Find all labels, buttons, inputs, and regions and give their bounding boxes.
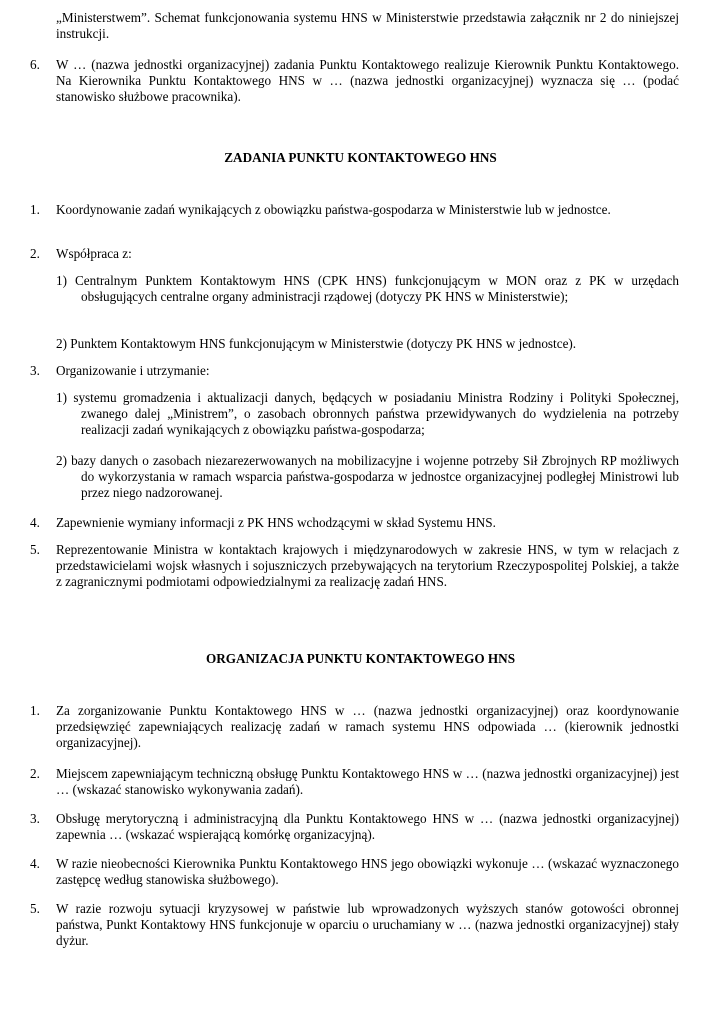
list-item	[30, 766, 679, 798]
list-item-number: 3.	[30, 811, 40, 826]
section-heading-organization: ORGANIZACJA PUNKTU KONTAKTOWEGO HNS	[205, 651, 516, 666]
list-item-number: 2.	[30, 246, 40, 261]
list-item-text: Zapewnienie wymiany informacji z PK HNS wchodzącymi w skład Systemu HNS.	[56, 515, 496, 530]
list-item-text: W razie rozwoju sytuacji kryzysowej w państwie lub wprowadzonych wyższych stanów gotowości obronnej państwa, Punkt Kontaktowy HNS funkcjonuje w oparciu o uruchamiany w … (nazwa jednostki organizacyjnej) stały dyżur.	[56, 901, 679, 948]
list-item	[30, 202, 679, 218]
sub-list-item: 2) bazy danych o zasobach niezarezerwowanych na mobilizacyjne i wojenne potrzeby Sił Zbrojnych RP możliwych do wykorzystania w ramach wsparcia państwa-gospodarza w jednostce organizacyjnej podległej Ministrowi lub przez niego nadzorowanej.	[56, 453, 679, 500]
sub-list-item: 2) Punktem Kontaktowym HNS funkcjonującym w Ministerstwie (dotyczy PK HNS w jednostce).	[56, 336, 577, 351]
list-item-number: 4.	[30, 856, 40, 871]
list-item-text: Reprezentowanie Ministra w kontaktach krajowych i międzynarodowych w zakresie HNS, w tym w relacjach z przedstawicielami wojsk własnych i sojuszniczych przebywających na terytorium Rzeczypospolitej Polskiej, a także z zagranicznymi podmiotami odpowiedzialnymi za realizację zadań HNS.	[56, 542, 679, 589]
list-item-text: Miejscem zapewniającym techniczną obsługę Punktu Kontaktowego HNS w … (nazwa jednostki organizacyjnej) jest … (wskazać stanowisko wykonywania zadań).	[56, 766, 679, 797]
section-heading-tasks: ZADANIA PUNKTU KONTAKTOWEGO HNS	[224, 150, 497, 165]
list-item-number: 1.	[30, 202, 40, 217]
list-item-text: W … (nazwa jednostki organizacyjnej) zadania Punktu Kontaktowego realizuje Kierownik Punktu Kontaktowego. Na Kierownika Punktu Kontaktowego HNS w … (nazwa jednostki organizacyjnej) wyznacza się … (podać stanowisko służbowe pracownika).	[56, 57, 679, 104]
sub-list-item: 1) Centralnym Punktem Kontaktowym HNS (CPK HNS) funkcjonującym w MON oraz z PK w urzędach obsługujących centralne organy administracji rządowej (dotyczy PK HNS w Ministerstwie);	[56, 273, 679, 304]
list-item	[30, 57, 679, 104]
list-item-text: W razie nieobecności Kierownika Punktu Kontaktowego HNS jego obowiązki wykonuje … (wskazać wyznaczonego zastępcę według stanowiska służbowego).	[56, 856, 679, 887]
list-item-text: Współpraca z:	[56, 246, 132, 261]
list-item-text: Organizowanie i utrzymanie:	[56, 363, 210, 378]
list-item-text: Za zorganizowanie Punktu Kontaktowego HNS w … (nazwa jednostki organizacyjnej) oraz koordynowanie przedsięwzięć zapewniających realizację zadań w ramach systemu HNS odpowiada … (kierownik jednostki organizacyjnej).	[56, 703, 679, 750]
list-item-text: Obsługę merytoryczną i administracyjną dla Punktu Kontaktowego HNS w … (nazwa jednostki organizacyjnej) zapewnia … (wskazać wspierającą komórkę organizacyjną).	[56, 811, 679, 842]
list-item	[30, 856, 679, 888]
list-item-text: Koordynowanie zadań wynikających z obowiązku państwa-gospodarza w Ministerstwie lub w jednostce.	[56, 202, 611, 217]
list-item-number: 2.	[30, 766, 40, 781]
list-item-number: 3.	[30, 363, 40, 378]
continuation-paragraph: „Ministerstwem”. Schemat funkcjonowania systemu HNS w Ministerstwie przedstawia załącznik nr 2 do niniejszej instrukcji.	[56, 10, 679, 41]
list-item	[30, 811, 679, 843]
list-item	[30, 542, 679, 589]
list-item-number: 5.	[30, 542, 40, 557]
list-item-number: 5.	[30, 901, 40, 916]
list-item-number: 4.	[30, 515, 40, 530]
list-item	[30, 246, 679, 262]
list-item	[30, 703, 679, 750]
list-item	[30, 515, 679, 531]
list-item-number: 6.	[30, 57, 40, 72]
list-item	[30, 901, 679, 948]
list-item-number: 1.	[30, 703, 40, 718]
list-item	[30, 363, 679, 379]
sub-list-item: 1) systemu gromadzenia i aktualizacji danych, będących w posiadaniu Ministra Rodziny i Polityki Społecznej, zwanego dalej „Ministrem”, o zasobach obronnych państwa przewidywanych do wydzielenia na potrzeby realizacji zadań wynikających z obowiązku państwa-gospodarza;	[56, 390, 679, 437]
